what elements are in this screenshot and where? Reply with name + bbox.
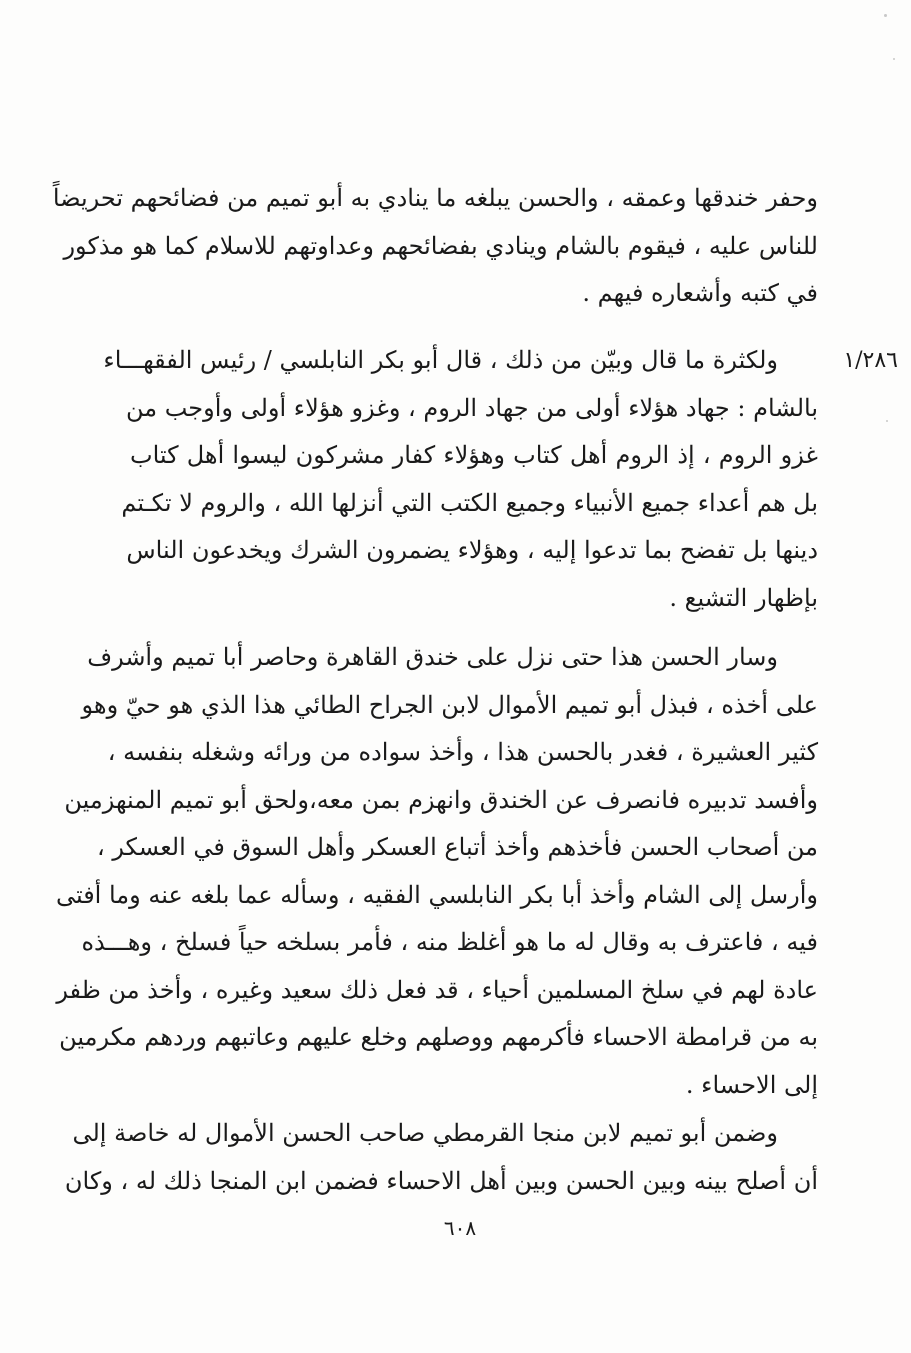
scan-speck	[884, 14, 887, 17]
text-line: غزو الروم ، إذ الروم أهل كتاب وهؤلاء كفار مشركون ليسوا أهل كتاب	[130, 441, 818, 469]
paragraph-3	[55, 634, 818, 1109]
scan-speck	[893, 58, 895, 60]
text-line: إلى الاحساء .	[685, 1070, 818, 1099]
text-line: بل هم أعداء جميع الأنبياء وجميع الكتب التي أنزلها الله ، والروم لا تكـتم	[121, 488, 818, 517]
paragraph-2	[103, 337, 818, 622]
text-line: وضمن أبو تميم لابن منجا القرمطي صاحب الحسن الأموال له خاصة إلى	[72, 1119, 778, 1147]
page-number: ٦٠٨	[443, 1216, 477, 1240]
scan-speck	[886, 420, 888, 422]
text-line: فيه ، فاعترف به وقال له ما هو أغلظ منه ، فأمر بسلخه حياً فسلخ ، وهـــذه	[81, 928, 818, 956]
paragraph-1	[52, 175, 818, 318]
text-line: وأرسل إلى الشام وأخذ أبا بكر النابلسي الفقيه ، وسأله عما بلغه عنه وما أفتى	[55, 880, 818, 909]
text-line: على أخذه ، فبذل أبو تميم الأموال لابن الجراح الطائي هذا الذي هو حيّ وهو	[81, 690, 818, 719]
text-line: وأفسد تدبيره فانصرف عن الخندق وانهزم بمن معه،ولحق أبو تميم المنهزمين	[64, 785, 818, 814]
text-line: كثير العشيرة ، فغدر بالحسن هذا ، وأخذ سواده من ورائه وشغله بنفسه ،	[107, 738, 818, 766]
text-line: أن أصلح بينه وبين الحسن وبين أهل الاحساء فضمن ابن المنجا ذلك له ، وكان	[64, 1166, 818, 1195]
text-line: في كتبه وأشعاره فيهم .	[582, 279, 818, 307]
text-line: للناس عليه ، فيقوم بالشام وينادي بفضائحهم وعداوتهم للاسلام كما هو مذكور	[63, 231, 818, 260]
text-line: دينها بل تفضح بما تدعوا إليه ، وهؤلاء يضمرون الشرك ويخدعون الناس	[126, 536, 818, 564]
text-line: بإظهار التشيع .	[669, 583, 818, 612]
text-line: ولكثرة ما قال وبيّن من ذلك ، قال أبو بكر النابلسي / رئيس الفقهـــاء	[103, 346, 778, 374]
text-line: به من قرامطة الاحساء فأكرمهم ووصلهم وخلع عليهم وعاتبهم وردهم مكرمين	[59, 1023, 818, 1051]
margin-folio-note: ١/٢٨٦	[843, 348, 898, 373]
text-line: من أصحاب الحسن فأخذهم وأخذ أتباع العسكر وأهل السوق في العسكر ،	[96, 833, 818, 861]
text-line: بالشام : جهاد هؤلاء أولى من جهاد الروم ، وغزو هؤلاء أولى وأوجب من	[125, 393, 818, 422]
text-line: عادة لهم في سلخ المسلمين أحياء ، قد فعل ذلك سعيد وغيره ، وأخذ من ظفر	[56, 975, 818, 1004]
paragraph-4	[64, 1110, 818, 1205]
text-line: وسار الحسن هذا حتى نزل على خندق القاهرة وحاصر أبا تميم وأشرف	[87, 643, 778, 671]
text-line: وحفر خندقها وعمقه ، والحسن يبلغه ما ينادي به أبو تميم من فضائحهم تحريضاً	[52, 184, 818, 212]
